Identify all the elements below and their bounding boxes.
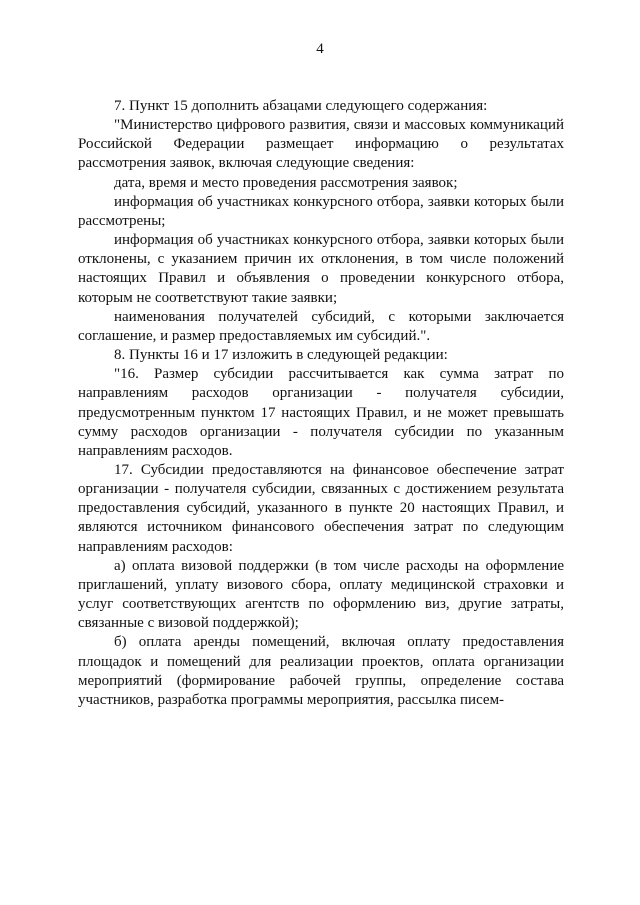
paragraph-subpoint-b: б) оплата аренды помещений, включая оплату предоставления площадок и помещений для реализации проектов, оплата организации мероприятий (формирование рабочей группы, определение состава участников, разработка программы мероприятия, рассылка писем- bbox=[78, 634, 564, 708]
paragraph-item-7-intro: 7. Пункт 15 дополнить абзацами следующего содержания: bbox=[114, 98, 488, 114]
paragraph-point-16: "16. Размер субсидии рассчитывается как сумма затрат по направлениям расходов организации - получателя субсидии, предусмотренным пунктом 17 настоящих Правил, и не может превышать сумму расходов организации - получателя субсидии по указанным направлениям расходов. bbox=[78, 366, 564, 459]
paragraph-item-8-intro: 8. Пункты 16 и 17 изложить в следующей редакции: bbox=[114, 347, 448, 364]
paragraph-considered-participants: информация об участниках конкурсного отбора, заявки которых были рассмотрены; bbox=[78, 193, 564, 229]
paragraph-point-17: 17. Субсидии предоставляются на финансовое обеспечение затрат организации - получателя субсидии, связанных с достижением результата предоставления субсидий, указанного в пункте 20 настоящих Правил, и являются источником финансового обеспечения затрат по следующим направлениям расходов: bbox=[78, 461, 564, 555]
paragraph-subpoint-a: а) оплата визовой поддержки (в том числе расходы на оформление приглашений, уплату визового сбора, оплату медицинской страховки и услуг соответствующих агентств по оформлению виз, другие затраты, связанные с визовой поддержкой); bbox=[78, 557, 564, 632]
page-number: 4 bbox=[316, 41, 324, 57]
paragraph-ministry-publishes: "Министерство цифрового развития, связи и массовых коммуникаций Российской Федерации размещает информацию о результатах рассмотрения заявок, включая следующие сведения: bbox=[78, 117, 564, 172]
paragraph-rejected-participants: информация об участниках конкурсного отбора, заявки которых были отклонены, с указанием причин их отклонения, в том числе положений настоящих Правил и объявления о проведении конкурсного отбора, которым не соответствуют такие заявки; bbox=[78, 232, 564, 306]
paragraph-date-time-place: дата, время и место проведения рассмотрения заявок; bbox=[114, 174, 458, 191]
document-body bbox=[78, 97, 564, 710]
paragraph-recipients-names: наименования получателей субсидий, с которыми заключается соглашение, и размер предоставляемых им субсидий.". bbox=[78, 308, 564, 344]
